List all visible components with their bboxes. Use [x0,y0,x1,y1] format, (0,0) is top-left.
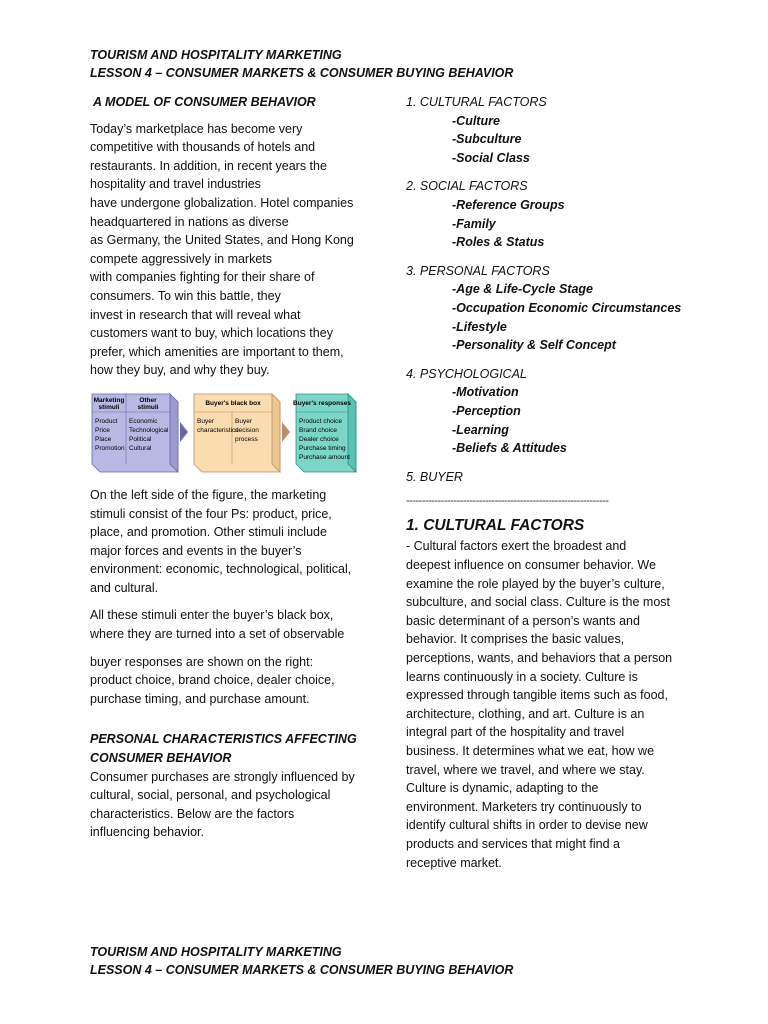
factor-heading: 2. SOCIAL FACTORS [406,179,528,194]
paragraph-line: perceptions, wants, and behaviors that a person [406,651,673,666]
page-footer [90,943,513,979]
factor-item: -Family [452,216,496,231]
fig-item: Dealer choice [299,435,339,443]
footer-course-title: TOURISM AND HOSPITALITY MARKETING [90,945,342,959]
cultural-factors-title: 1. CULTURAL FACTORS [406,516,585,534]
paragraph-line: expressed through tangible items such as food, [406,688,668,703]
factor-group [406,177,684,251]
factor-item: -Perception [452,403,521,418]
factor-item: -Motivation [452,385,519,400]
paragraph-line: integral part of the hospitality and travel [406,725,625,740]
fig-item: Product choice [299,417,342,425]
fig-item: decision [235,426,259,434]
footer-lesson-title: LESSON 4 – CONSUMER MARKETS & CONSUMER BUYING BEHAVIOR [90,963,514,977]
paragraph-line: with companies fighting for their share of [90,270,315,285]
factor-item: -Social Class [452,150,530,165]
factor-item: -Culture [452,113,500,128]
paragraph-line: competitive with thousands of hotels and [90,140,316,155]
fig-item: Technological [129,426,169,434]
fig-item: Brand choice [299,426,337,434]
fig-black-box-label: Buyer's black box [205,399,261,407]
fig-item: Promotion [95,444,125,452]
paragraph-line: identify cultural shifts in order to devise new [406,818,648,833]
paragraph-line: hospitality and travel industries [90,177,261,192]
fig-item: Political [129,435,152,443]
paragraph-line: stimuli consist of the four Ps: product, price, [90,506,332,521]
fig-responses-label: Buyer's responses [293,399,351,407]
course-title: TOURISM AND HOSPITALITY MARKETING [90,48,342,62]
section-title-line: CONSUMER BEHAVIOR [90,751,232,766]
fig-item: Purchase amount [299,453,350,461]
fig-other-stimuli-label-1: Other [139,396,157,404]
paragraph-line: travel, where we travel, and where we stay. [406,762,645,777]
paragraph-line: business. It determines what we eat, how we [406,744,655,758]
factor-heading: 4. PSYCHOLOGICAL [406,366,527,381]
paragraph-line: and cultural. [90,580,159,595]
factor-item: -Roles & Status [452,235,545,250]
paragraph-line: consumers. To win this battle, they [90,288,281,303]
paragraph-line: architecture, clothing, and art. Culture is an [406,706,645,721]
paragraph-line: as Germany, the United States, and Hong Kong [90,233,354,248]
paragraph-line: have undergone globalization. Hotel companies [90,195,354,210]
factors-list [406,93,684,486]
stimuli-paragraph [90,486,365,598]
section-divider: ---------------------------------------------------------------- [406,495,609,508]
factor-heading: 5. BUYER [406,469,463,484]
factor-item: -Lifestyle [452,319,507,334]
paragraph-line: where they are turned into a set of observable [90,627,345,642]
black-box-model-diagram [90,392,362,476]
paragraph-line: invest in research that will reveal what [90,307,301,322]
paragraph-line: - Cultural factors exert the broadest and [406,539,627,554]
paragraph-line: customers want to buy, which locations they [90,326,333,341]
paragraph-line: environment. Marketers try continuously to [406,799,642,814]
factor-item: -Beliefs & Attitudes [452,441,567,456]
responses-paragraph [90,653,365,709]
fig-item: Purchase timing [299,444,346,452]
left-column [90,93,365,842]
fig-item: process [235,435,258,443]
paragraph-line: how they buy, and why they buy. [90,363,270,378]
factor-heading: 1. CULTURAL FACTORS [406,95,547,109]
paragraph-line: Consumer purchases are strongly influenced by [90,769,355,784]
paragraph-line: product choice, brand choice, dealer choice, [90,673,335,688]
paragraph-line: Today’s marketplace has become very [90,121,303,136]
lesson-title: LESSON 4 – CONSUMER MARKETS & CONSUMER BUYING BEHAVIOR [90,66,514,80]
paragraph-line: subculture, and social class. Culture is the most [406,595,671,610]
paragraph-line: buyer responses are shown on the right: [90,654,314,669]
paragraph-line: All these stimuli enter the buyer’s black box, [90,608,334,623]
paragraph-line: compete aggressively in markets [90,251,273,266]
factor-heading: 3. PERSONAL FACTORS [406,263,550,278]
paragraph-line: Culture is dynamic, adapting to the [406,781,599,796]
personal-characteristics-title [90,730,365,767]
fig-item: Price [95,426,110,434]
paragraph-line: prefer, which amenities are important to them, [90,344,344,359]
paragraph-line: headquartered in nations as diverse [90,214,289,229]
factor-item: -Learning [452,422,509,437]
paragraph-line: major forces and events in the buyer’s [90,543,302,558]
fig-marketing-stimuli-label-1: Marketing [93,396,125,404]
factor-item: -Age & Life-Cycle Stage [452,282,594,297]
paragraph-line: learns continuously in a society. Culture is [406,669,638,684]
paragraph-line: receptive market. [406,855,502,870]
black-box-paragraph [90,606,365,643]
paragraph-line: basic determinant of a person’s wants and [406,613,640,628]
paragraph-line: examine the role played by the buyer’s culture, [406,576,665,591]
model-section-title: A MODEL OF CONSUMER BEHAVIOR [93,95,316,109]
factor-item: -Occupation Economic Circumstances [452,300,682,315]
intro-paragraph [90,120,365,380]
fig-item: Product [95,417,118,425]
section-title-line: PERSONAL CHARACTERISTICS AFFECTING [90,732,357,747]
paragraph-line: characteristics. Below are the factors [90,806,295,821]
paragraph-line: products and services that might find a [406,836,621,851]
fig-marketing-stimuli-label-2: stimuli [98,403,120,411]
factor-group [406,93,684,167]
paragraph-line: place, and promotion. Other stimuli include [90,525,327,540]
factor-group [406,365,684,458]
paragraph-line: cultural, social, personal, and psychological [90,788,331,803]
factor-item: -Personality & Self Concept [452,338,616,353]
fig-item: Buyer [197,417,214,425]
paragraph-line: behavior. It comprises the basic values, [406,632,625,647]
fig-item: Economic [129,417,158,425]
paragraph-line: environment: economic, technological, political, [90,562,352,577]
factor-group [406,262,684,355]
fig-item: Place [95,435,112,443]
fig-item: characteristics [197,426,239,434]
cultural-factors-paragraph [406,537,684,872]
factor-item: -Subculture [452,132,522,147]
paragraph-line: purchase timing, and purchase amount. [90,691,310,706]
paragraph-line: On the left side of the figure, the marketing [90,487,327,502]
consumer-behavior-figure [90,392,362,476]
fig-other-stimuli-label-2: stimuli [137,403,159,411]
factor-item: -Reference Groups [452,197,565,212]
paragraph-line: restaurants. In addition, in recent years the [90,158,327,173]
right-column [406,93,684,872]
page-header [90,46,513,82]
paragraph-line: influencing behavior. [90,825,204,840]
paragraph-line: deepest influence on consumer behavior. We [406,558,656,573]
fig-item: Buyer [235,417,252,425]
factor-group [406,468,684,487]
fig-item: Cultural [129,444,152,452]
personal-characteristics-paragraph [90,768,365,842]
